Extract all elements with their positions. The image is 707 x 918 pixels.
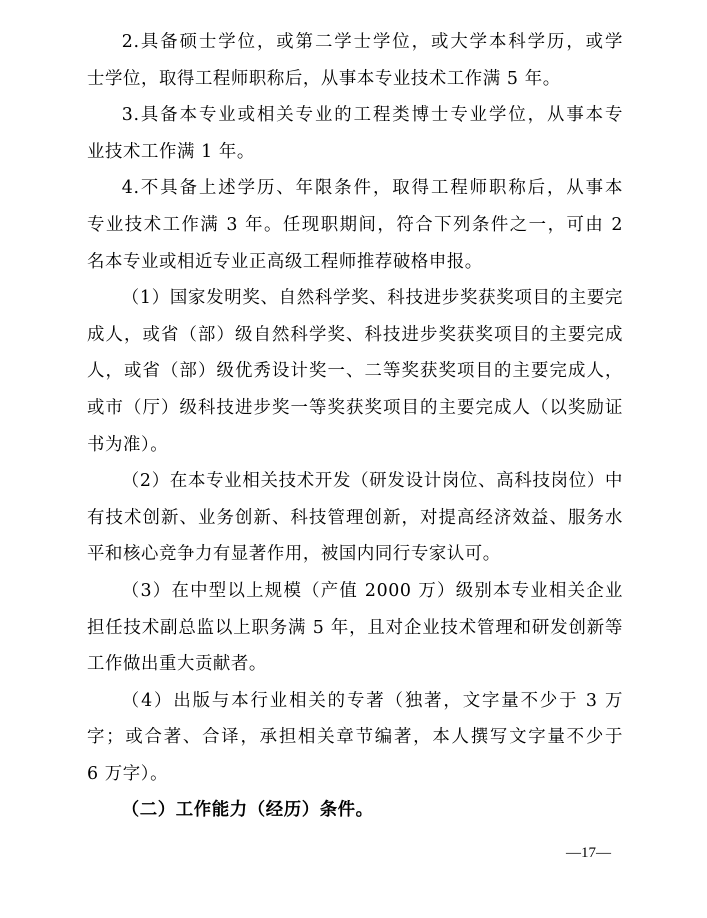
text-line: 字；或合著、合译，承担相关章节编著，本人撰写文字量不少于 <box>87 727 623 748</box>
text-line: 有技术创新、业务创新、科技管理创新，对提高经济效益、服务水 <box>87 507 623 528</box>
text-line: 3.具备本专业或相关专业的工程类博士专业学位，从事本专 <box>121 105 623 126</box>
text-line: 名本专业或相近专业正高级工程师推荐破格申报。 <box>87 251 483 272</box>
text-line: （二）工作能力（经历）条件。 <box>121 800 374 821</box>
text-line: 专业技术工作满 3 年。任现职期间，符合下列条件之一，可由 2 <box>87 214 623 235</box>
text-line: 或市（厅）级科技进步奖一等奖获奖项目的主要完成人（以奖励证 <box>87 397 623 418</box>
text-line: （3）在中型以上规模（产值 2000 万）级别本专业相关企业 <box>121 580 623 601</box>
text-line: 平和核心竞争力有显著作用，被国内同行专家认可。 <box>87 544 501 565</box>
paragraph <box>87 463 623 573</box>
text-line: 4.不具备上述学历、年限条件，取得工程师职称后，从事本 <box>121 178 623 199</box>
text-line: （1）国家发明奖、自然科学奖、科技进步奖获奖项目的主要完 <box>121 288 623 309</box>
text-line: 担任技术副总监以上职务满 5 年，且对企业技术管理和研发创新等 <box>87 617 623 638</box>
page-number: —17— <box>566 845 611 861</box>
text-line: 6 万字）。 <box>87 763 169 784</box>
document-body <box>87 24 623 829</box>
section-heading <box>87 792 623 829</box>
text-line: 人，或省（部）级优秀设计奖一、二等奖获奖项目的主要完成人， <box>87 361 623 382</box>
text-line: （4）出版与本行业相关的专著（独著，文字量不少于 3 万 <box>121 690 623 711</box>
paragraph <box>87 24 623 97</box>
text-line: 士学位，取得工程师职称后，从事本专业技术工作满 5 年。 <box>87 68 561 89</box>
paragraph <box>87 97 623 170</box>
paragraph <box>87 170 623 280</box>
text-line: （2）在本专业相关技术开发（研发设计岗位、高科技岗位）中 <box>121 471 623 492</box>
text-line: 2.具备硕士学位，或第二学士学位，或大学本科学历，或学 <box>121 32 623 52</box>
paragraph <box>87 280 623 463</box>
paragraph <box>87 573 623 683</box>
text-line: 业技术工作满 1 年。 <box>87 141 255 162</box>
text-line: 书为准）。 <box>87 434 169 455</box>
text-line: 成人，或省（部）级自然科学奖、科技进步奖获奖项目的主要完成 <box>87 324 623 345</box>
paragraph <box>87 683 623 793</box>
text-line: 工作做出重大贡献者。 <box>87 654 267 675</box>
